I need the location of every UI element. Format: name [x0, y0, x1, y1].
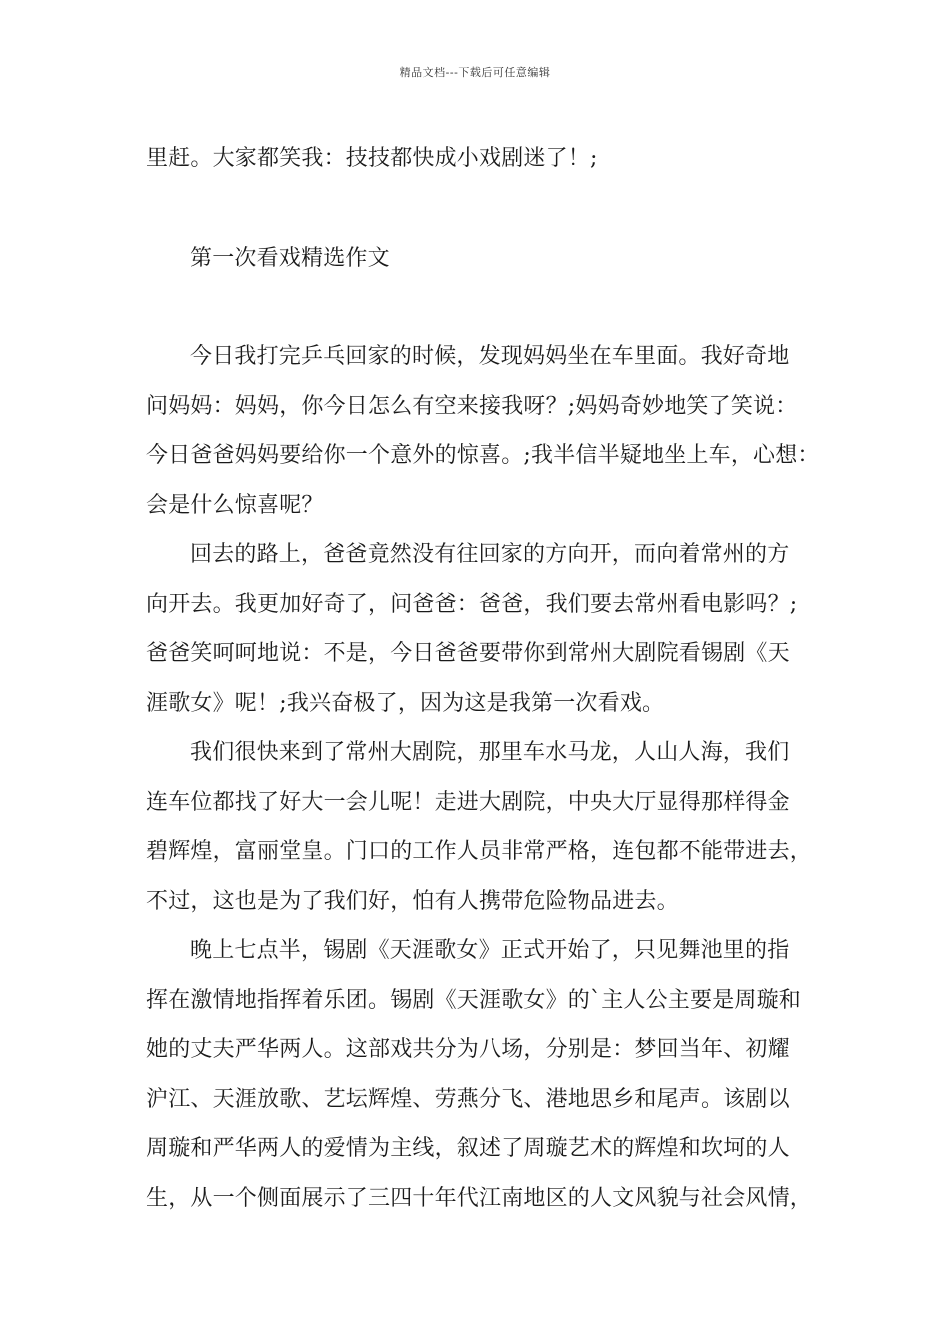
paragraph-line: 沪江、天涯放歌、艺坛辉煌、劳燕分飞、港地思乡和尾声。该剧以: [146, 1086, 790, 1112]
paragraph-line: 涯歌女》呢！;我兴奋极了，因为这是我第一次看戏。: [146, 690, 665, 716]
paragraph-3: [146, 728, 826, 926]
paragraph-4: [146, 926, 826, 1223]
paragraph-line: 会是什么惊喜呢？: [146, 492, 324, 518]
paragraph-2: [146, 530, 826, 728]
paragraph-line: 今日爸爸妈妈要给你一个意外的惊喜。;我半信半疑地坐上车，心想：: [146, 443, 820, 468]
paragraph-line: 不过，这也是为了我们好，怕有人携带危险物品进去。: [146, 888, 679, 914]
paragraph-line: 回去的路上，爸爸竟然没有往回家的方向开，而向着常州的方: [190, 542, 790, 567]
paragraph-line: 碧辉煌，富丽堂皇。门口的工作人员非常严格，连包都不能带进去，: [146, 839, 813, 864]
document-body: [146, 134, 826, 1223]
paragraph-line: 连车位都找了好大一会儿呢！走进大剧院，中央大厅显得那样得金: [146, 789, 790, 815]
paragraph-line: 我们很快来到了常州大剧院，那里车水马龙，人山人海，我们: [190, 740, 790, 765]
paragraph-line: 周璇和严华两人的爱情为主线，叙述了周璇艺术的辉煌和坎坷的人: [146, 1136, 790, 1161]
paragraph-line: 生，从一个侧面展示了三四十年代江南地区的人文风貌与社会风情，: [146, 1185, 813, 1211]
paragraph-1: [146, 332, 826, 530]
paragraph-line: 爸爸笑呵呵地说：不是，今日爸爸要带你到常州大剧院看锡剧《天: [146, 641, 790, 666]
paragraph-line: 她的丈夫严华两人。这部戏共分为八场，分别是：梦回当年、初耀: [146, 1037, 790, 1062]
paragraph-line: 晚上七点半，锡剧《天涯歌女》正式开始了，只见舞池里的指: [190, 938, 790, 963]
paragraph-line: 挥在激情地指挥着乐团。锡剧《天涯歌女》的`主人公主要是周璇和: [146, 987, 802, 1013]
paragraph-line: 问妈妈：妈妈，你今日怎么有空来接我呀？;妈妈奇妙地笑了笑说：: [146, 393, 798, 419]
intro-line: 里赶。大家都笑我：技技都快成小戏剧迷了！;: [146, 146, 598, 171]
essay-title: 第一次看戏精选作文: [190, 245, 390, 271]
paragraph-line: 向开去。我更加好奇了，问爸爸：爸爸，我们要去常州看电影吗？;: [146, 591, 798, 617]
page-header: 精品文档---下载后可任意编辑: [399, 66, 551, 79]
paragraph-line: 今日我打完乒乓回家的时候，发现妈妈坐在车里面。我好奇地: [190, 344, 790, 369]
